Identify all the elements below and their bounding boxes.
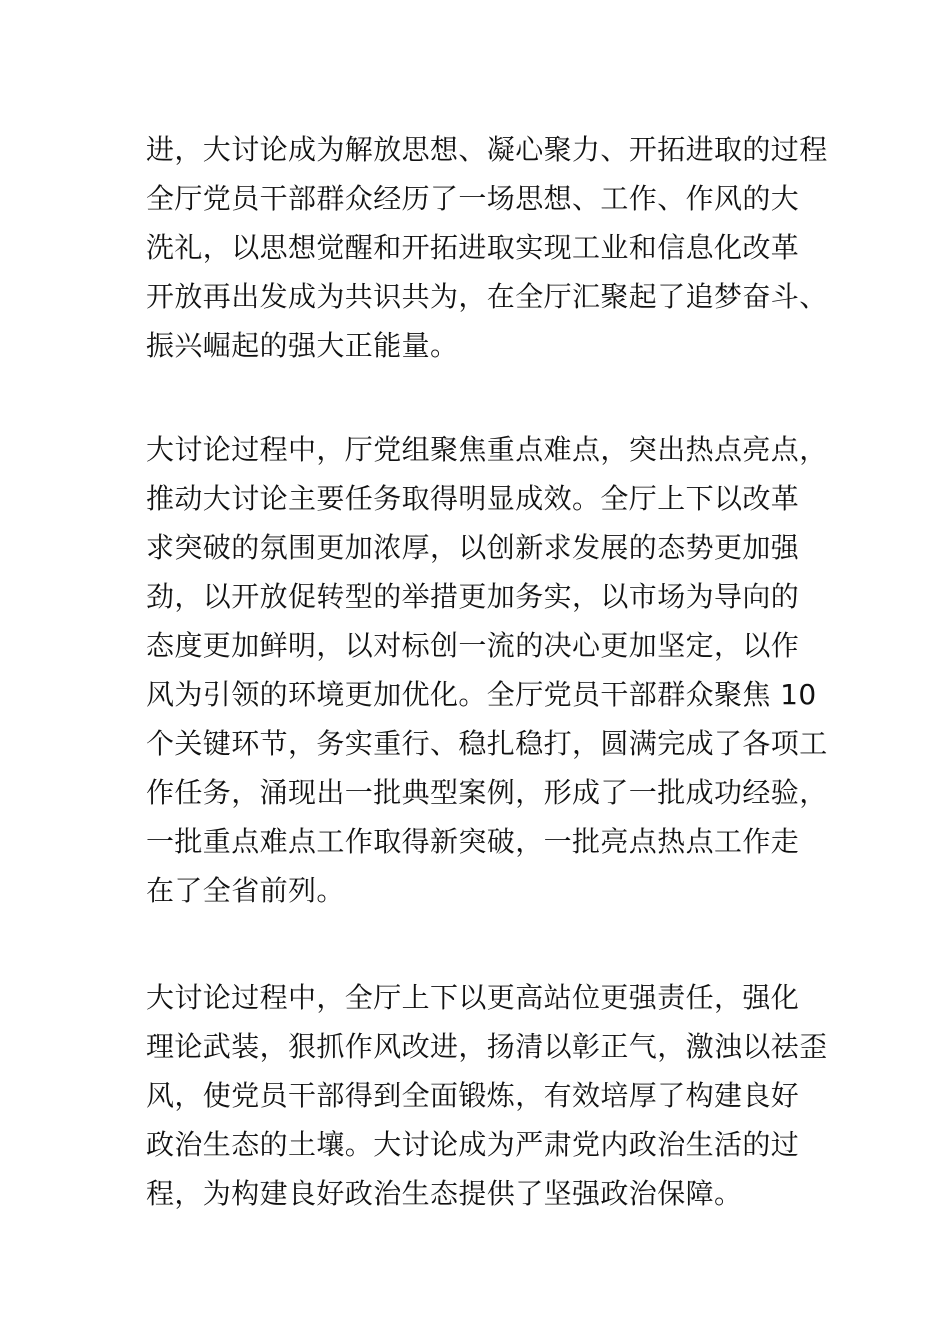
text-line: 大讨论过程中，厅党组聚焦重点难点，突出热点亮点，	[146, 433, 828, 466]
text-line: 理论武装，狠抓作风改进，扬清以彰正气，激浊以祛歪	[146, 1030, 828, 1063]
text-line: 一批重点难点工作取得新突破，一批亮点热点工作走	[146, 825, 800, 858]
text-line: 开放再出发成为共识共为，在全厅汇聚起了追梦奋斗、	[146, 280, 828, 313]
text-line: 态度更加鲜明，以对标创一流的决心更加坚定，以作	[146, 629, 800, 662]
text-line: 推动大讨论主要任务取得明显成效。全厅上下以改革	[146, 482, 800, 515]
text-line: 求突破的氛围更加浓厚，以创新求发展的态势更加强	[146, 531, 800, 564]
text-line: 风，使党员干部得到全面锻炼，有效培厚了构建良好	[146, 1079, 800, 1112]
text-line: 振兴崛起的强大正能量。	[146, 329, 459, 362]
text-line: 作任务，涌现出一批典型案例，形成了一批成功经验，	[146, 776, 828, 809]
text-line: 洗礼，以思想觉醒和开拓进取实现工业和信息化改革	[146, 231, 800, 264]
text-line: 劲，以开放促转型的举措更加务实，以市场为导向的	[146, 580, 800, 613]
text-line: 风为引领的环境更加优化。全厅党员干部群众聚焦 10	[146, 678, 817, 711]
paragraph-3	[146, 973, 846, 1218]
text-line: 全厅党员干部群众经历了一场思想、工作、作风的大	[146, 182, 800, 215]
text-line: 政治生态的土壤。大讨论成为严肃党内政治生活的过	[146, 1128, 800, 1161]
text-line: 个关键环节，务实重行、稳扎稳打，圆满完成了各项工	[146, 727, 828, 760]
paragraph-1	[146, 125, 846, 370]
text-line: 进，大讨论成为解放思想、凝心聚力、开拓进取的过程	[146, 133, 828, 166]
text-line: 大讨论过程中，全厅上下以更高站位更强责任，强化	[146, 981, 800, 1014]
paragraph-2	[146, 425, 846, 915]
text-line: 程，为构建良好政治生态提供了坚强政治保障。	[146, 1177, 743, 1210]
text-line: 在了全省前列。	[146, 874, 345, 907]
